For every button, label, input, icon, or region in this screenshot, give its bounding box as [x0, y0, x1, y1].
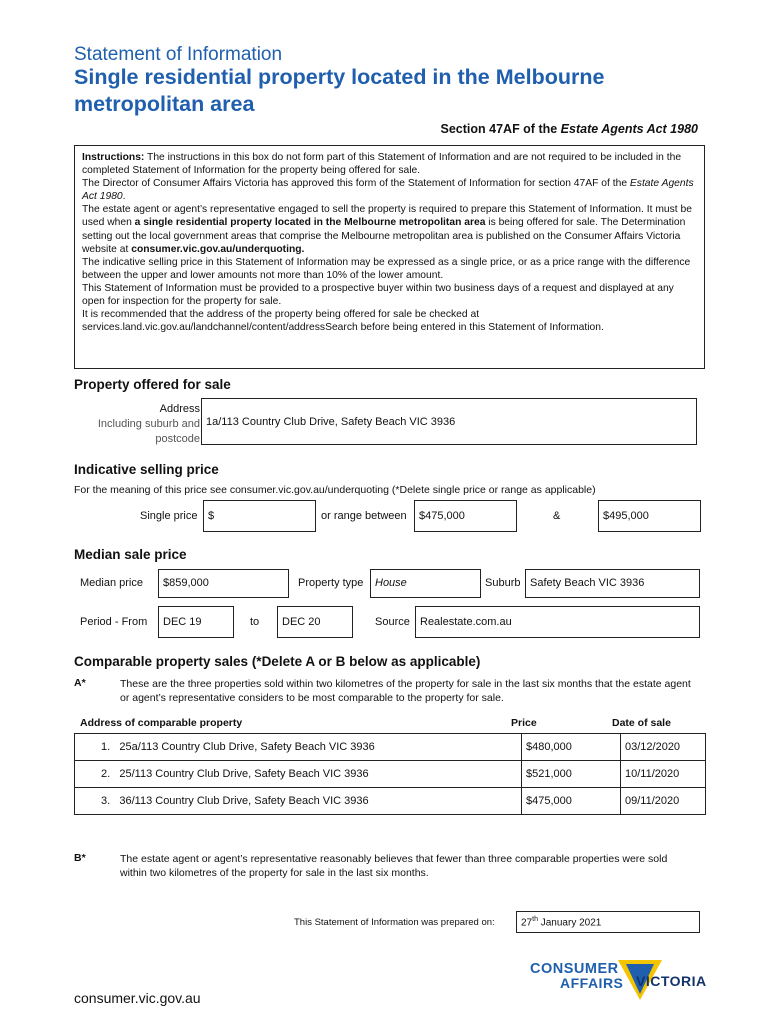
comparable-address-cell[interactable] — [75, 788, 522, 815]
address-label-line1: Address — [159, 403, 200, 415]
logo-consumer: CONSUMER — [530, 961, 619, 977]
source-field[interactable]: Realestate.com.au — [415, 606, 700, 638]
option-a-label: A* — [74, 677, 86, 689]
table-row — [75, 761, 706, 788]
period-from-label: Period - From — [80, 616, 148, 628]
instructions-p1 — [82, 151, 697, 177]
section-prefix: Section 47AF of the — [440, 122, 561, 136]
range-low-field[interactable]: $475,000 — [414, 500, 517, 532]
address-label — [74, 402, 200, 447]
suburb-field[interactable]: Safety Beach VIC 3936 — [525, 569, 700, 598]
prepared-rest: January 2021 — [537, 917, 602, 929]
prepared-label: This Statement of Information was prepared on: — [294, 917, 495, 928]
comparable-price-cell[interactable]: $480,000 — [522, 734, 621, 761]
prepared-suffix: th — [532, 916, 538, 923]
instructions-p3 — [82, 203, 697, 255]
row-address: 25/113 Country Club Drive, Safety Beach VIC 3936 — [119, 768, 369, 780]
row-address: 25a/113 Country Club Drive, Safety Beach VIC 3936 — [119, 741, 375, 753]
table-row — [75, 734, 706, 761]
comparable-address-cell[interactable] — [75, 761, 522, 788]
period-to-field[interactable]: DEC 20 — [277, 606, 353, 638]
logo-victoria: VICTORIA — [636, 973, 707, 989]
option-a-text: These are the three properties sold within two kilometres of the property for sale in the last six months that the estate agent or agent’s representative considers to be most comparable to the property for sale. — [120, 678, 691, 704]
instructions-p4: The indicative selling price in this Statement of Information may be expressed as a single price, or as a price range with the difference between the upper and lower amounts not more than 10% of the lower amount. — [82, 256, 691, 281]
range-label: or range between — [321, 510, 407, 522]
indicative-note: For the meaning of this price see consumer.vic.gov.au/underquoting (*Delete single price or range as applicable) — [74, 484, 596, 496]
page-title: Single residential property located in the Melbourne metropolitan area — [74, 65, 605, 116]
prepared-date-field[interactable] — [516, 911, 700, 933]
comparable-date-cell[interactable]: 10/11/2020 — [621, 761, 706, 788]
median-price-field[interactable]: $859,000 — [158, 569, 289, 598]
comparable-heading: Comparable property sales (*Delete A or B below as applicable) — [74, 654, 481, 669]
option-b-text: The estate agent or agent’s representative reasonably believes that fewer than three comparable properties were sold within two kilometres of the property for sale in the last six months. — [120, 853, 668, 879]
prepared-day: 27 — [521, 917, 533, 929]
median-price-label: Median price — [80, 577, 143, 589]
instructions-p3c: is being offered for sale. The Determination setting out the local government areas that comprise the Melbourne metropolitan area is published on the Consumer Affairs Victoria website at — [82, 217, 686, 255]
address-label-line2: Including suburb and — [97, 418, 200, 430]
single-price-field[interactable]: $ — [203, 500, 316, 532]
consumer-affairs-victoria-logo — [530, 960, 707, 1008]
col-address-header: Address of comparable property — [80, 717, 243, 729]
instructions-p2b: Estate Agents Act 1980 — [82, 178, 694, 203]
instructions-p2c: . — [122, 191, 126, 203]
instructions-p3a: The estate agent or agent’s representative engaged to sell the property is required to prepare this Statement of Information. It must be used when — [82, 204, 692, 229]
comparable-table — [74, 733, 706, 815]
instructions-p6: It is recommended that the address of the property being offered for sale be checked at services.land.vic.gov.au/landchannel/content/addressSearch before being entered in this Statement of Information. — [82, 309, 604, 334]
instructions-label: Instructions: — [82, 152, 145, 163]
source-label: Source — [375, 616, 410, 628]
row-address: 36/113 Country Club Drive, Safety Beach VIC 3936 — [119, 795, 369, 807]
range-high-field[interactable]: $495,000 — [598, 500, 701, 532]
instructions-p2a: The Director of Consumer Affairs Victoria has approved this form of the Statement of Information for section 47AF of the — [82, 178, 630, 190]
suburb-label: Suburb — [485, 577, 521, 589]
col-price-header: Price — [511, 717, 537, 729]
property-heading: Property offered for sale — [74, 377, 231, 392]
instructions-p3b: a single residential property located in the Melbourne metropolitan area — [134, 217, 486, 229]
footer-url[interactable]: consumer.vic.gov.au — [74, 990, 201, 1006]
comparable-date-cell[interactable]: 03/12/2020 — [621, 734, 706, 761]
period-from-field[interactable]: DEC 19 — [158, 606, 234, 638]
property-type-field[interactable]: House — [370, 569, 481, 598]
instructions-p1-text: The instructions in this box do not form part of this Statement of Information and are not required to be included in the completed Statement of Information for the property being offered for sale. — [82, 152, 682, 177]
instructions-p5: This Statement of Information must be provided to a prospective buyer within two business days of a request and displayed at any open for inspection for the property for sale. — [82, 282, 674, 308]
logo-affairs: AFFAIRS — [560, 975, 624, 991]
ampersand: & — [553, 510, 561, 522]
instructions-p2 — [82, 177, 697, 203]
underquoting-link[interactable]: consumer.vic.gov.au/underquoting. — [131, 243, 305, 255]
table-row — [75, 788, 706, 815]
row-number: 3. — [101, 795, 111, 807]
section-act: Estate Agents Act 1980 — [560, 122, 698, 136]
period-to-label: to — [250, 616, 260, 628]
row-number: 1. — [101, 741, 111, 753]
address-field[interactable]: 1a/113 Country Club Drive, Safety Beach VIC 3936 — [201, 398, 697, 445]
statement-of-information-label: Statement of Information — [74, 44, 283, 65]
comparable-price-cell[interactable]: $521,000 — [522, 761, 621, 788]
median-heading: Median sale price — [74, 547, 187, 562]
indicative-heading: Indicative selling price — [74, 462, 219, 477]
col-date-header: Date of sale — [612, 717, 671, 729]
comparable-price-cell[interactable]: $475,000 — [522, 788, 621, 815]
single-price-label: Single price — [140, 510, 198, 522]
row-number: 2. — [101, 768, 111, 780]
property-type-label: Property type — [298, 577, 364, 589]
address-label-line3: postcode — [155, 433, 200, 445]
section-reference — [441, 122, 698, 136]
instructions-box — [74, 145, 705, 369]
option-b-label: B* — [74, 852, 86, 864]
comparable-date-cell[interactable]: 09/11/2020 — [621, 788, 706, 815]
comparable-address-cell[interactable] — [75, 734, 522, 761]
